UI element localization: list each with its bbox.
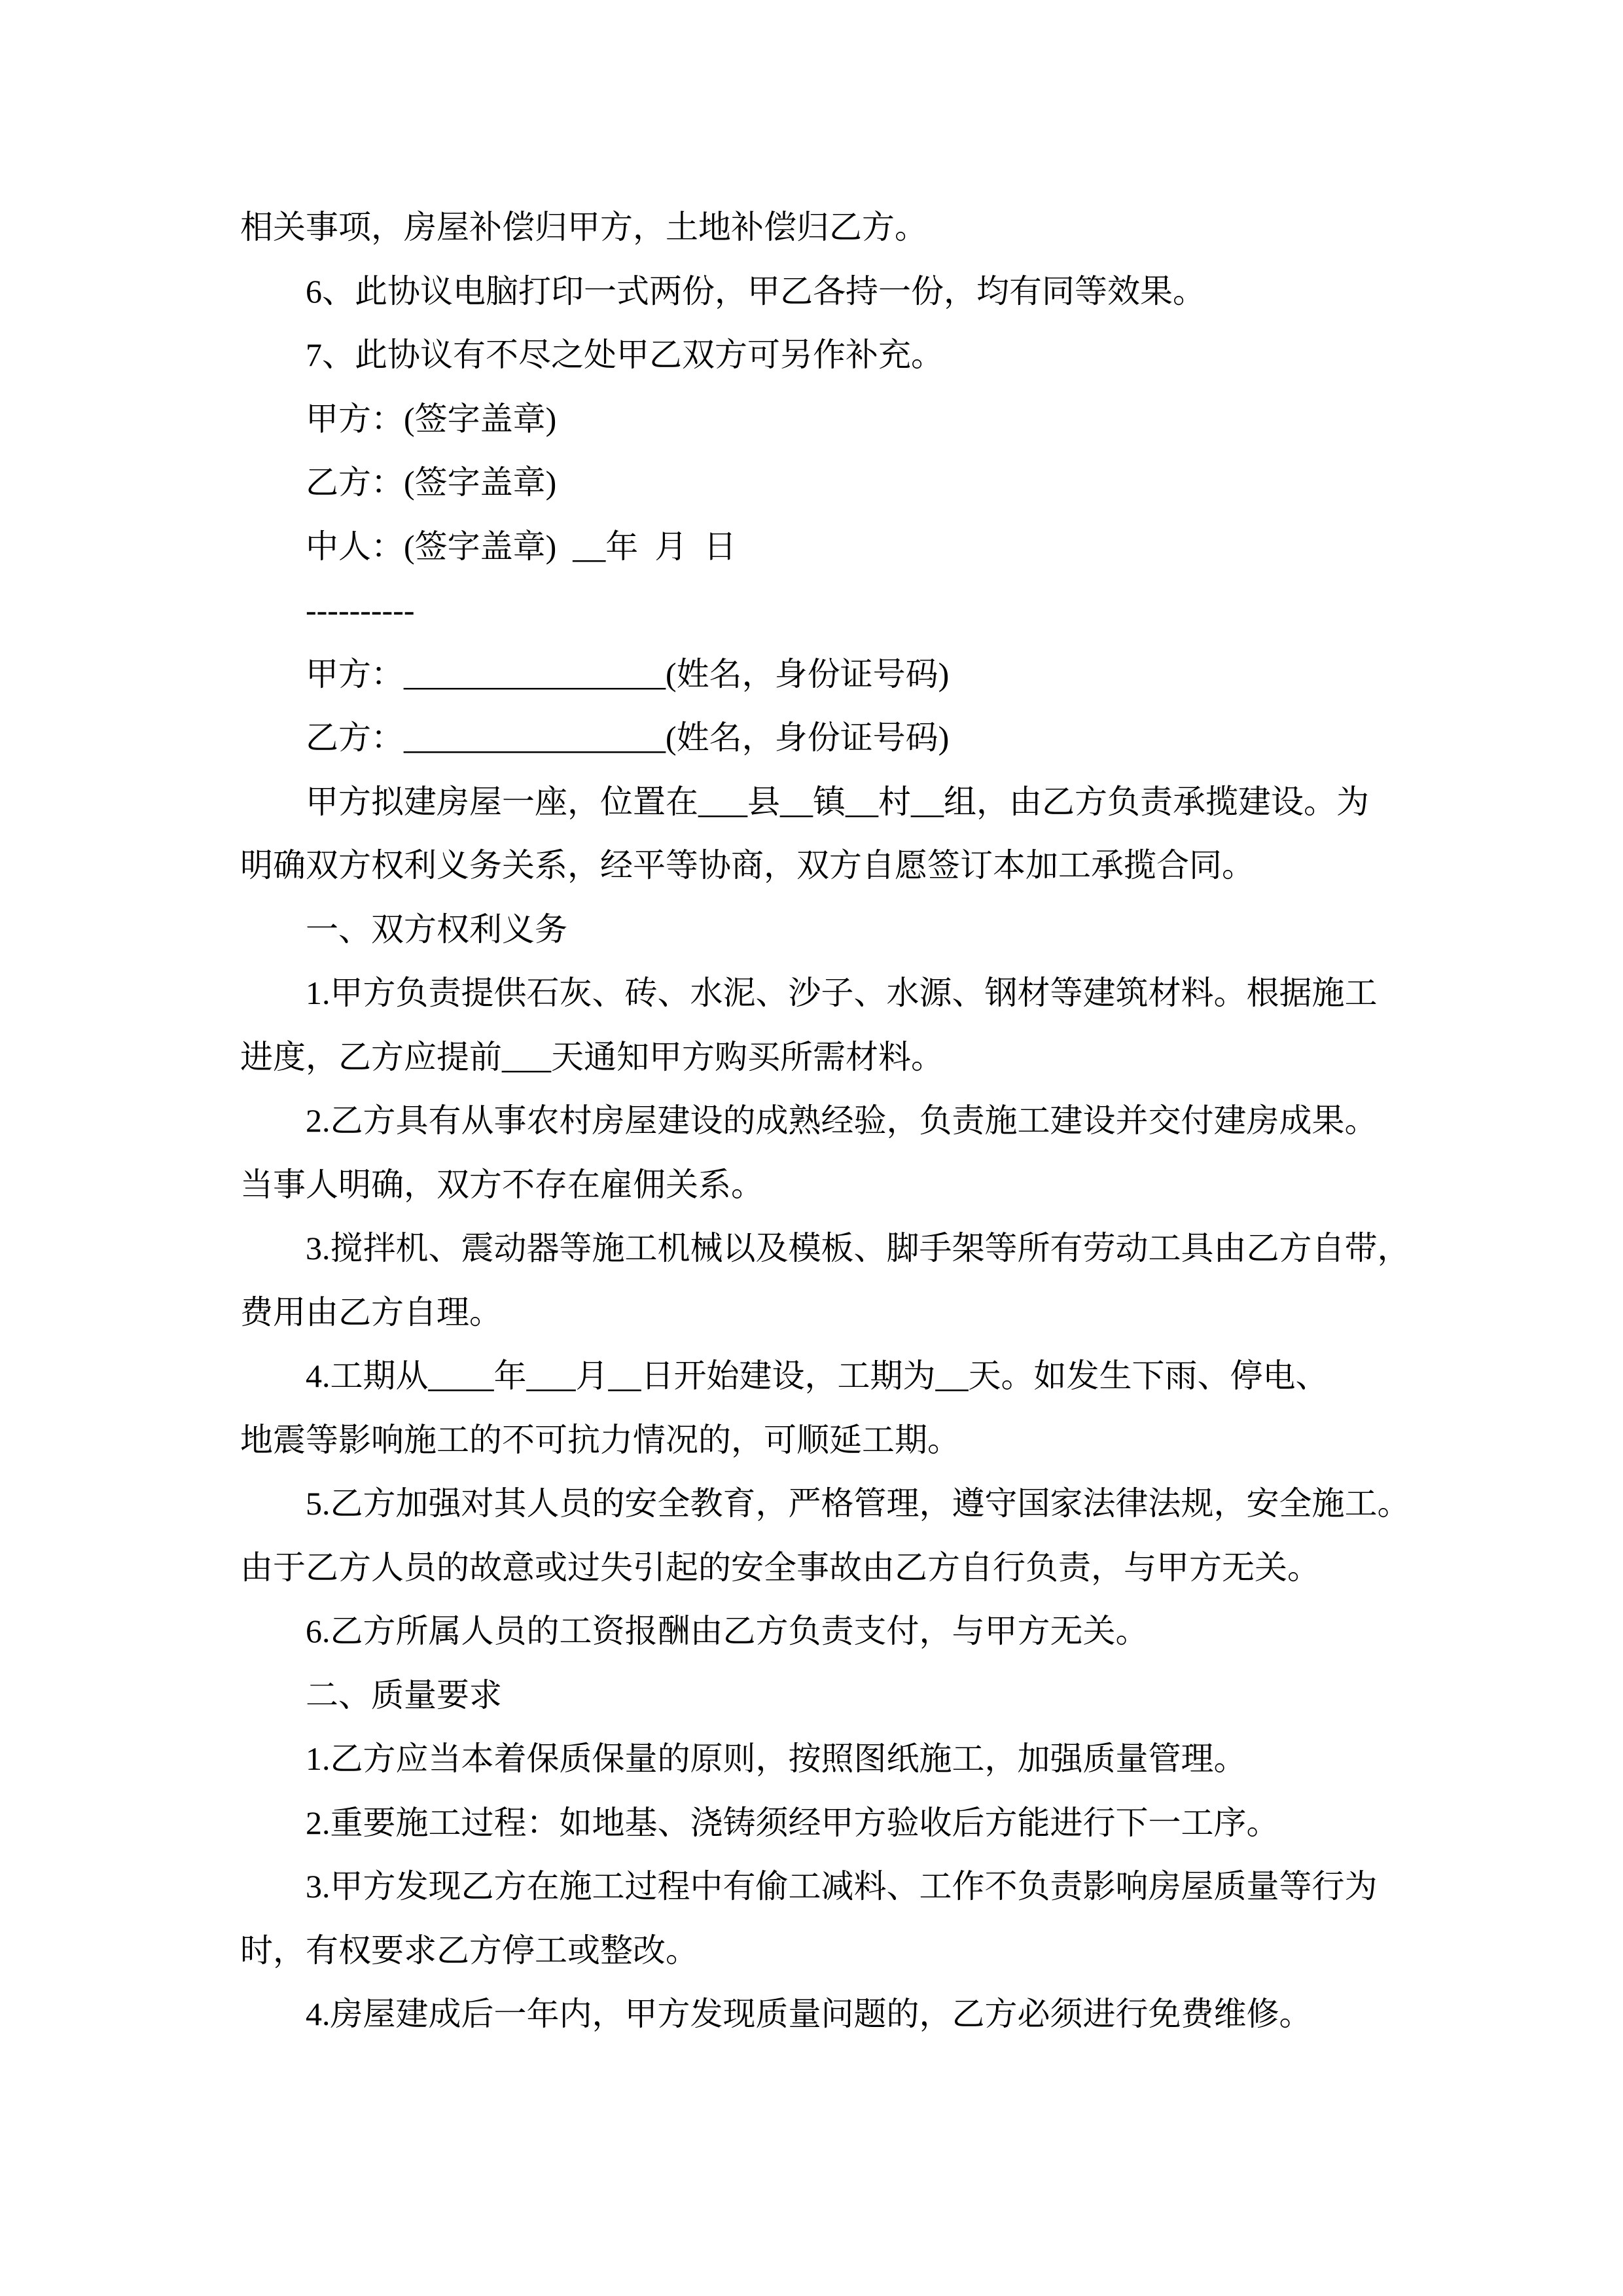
party-b-seal-line: 乙方：(签字盖章) — [306, 464, 557, 501]
party-b-name-id-line: 乙方：________________(姓名，身份证号码) — [306, 719, 950, 756]
party-a-seal-line: 甲方：(签字盖章) — [306, 400, 557, 437]
clause-1-3-line-1: 3.搅拌机、震动器等施工机械以及模板、脚手架等所有劳动工具由乙方自带， — [306, 1230, 1410, 1266]
clause-1-3-line-2: 费用由乙方自理。 — [240, 1293, 502, 1331]
section-2-heading: 二、质量要求 — [306, 1676, 502, 1713]
clause-1-5-line-1: 5.乙方加强对其人员的安全教育，严格管理，遵守国家法律法规，安全施工。 — [306, 1485, 1410, 1522]
clause-2-1-line: 1.乙方应当本着保质保量的原则，按照图纸施工，加强质量管理。 — [306, 1740, 1247, 1777]
clause-1-2-line-1: 2.乙方具有从事农村房屋建设的成熟经验，负责施工建设并交付建房成果。 — [306, 1102, 1378, 1139]
section-1-heading: 一、双方权利义务 — [306, 910, 567, 948]
preamble-line-1: 甲方拟建房屋一座，位置在___县__镇__村__组，由乙方负责承揽建设。为 — [306, 783, 1369, 820]
clause-continuation-line: 相关事项，房屋补偿归甲方，土地补偿归乙方。 — [240, 209, 927, 245]
clause-6-line: 6、此协议电脑打印一式两份，甲乙各持一份，均有同等效果。 — [306, 272, 1205, 310]
divider-dashes-line: ---------- — [306, 592, 415, 628]
clause-2-4-line: 4.房屋建成后一年内，甲方发现质量问题的，乙方必须进行免费维修。 — [306, 1996, 1312, 2032]
clause-1-4-line-1: 4.工期从____年___月__日开始建设，工期为__天。如发生下雨、停电、 — [306, 1357, 1329, 1394]
clause-1-2-line-2: 当事人明确，双方不存在雇佣关系。 — [240, 1166, 764, 1203]
clause-7-line: 7、此协议有不尽之处甲乙双方可另作补充。 — [306, 336, 944, 373]
clause-2-3-line-1: 3.甲方发现乙方在施工过程中有偷工减料、工作不负责影响房屋质量等行为 — [306, 1868, 1378, 1905]
party-a-name-id-line: 甲方：________________(姓名，身份证号码) — [306, 655, 950, 692]
clause-2-3-line-2: 时，有权要求乙方停工或整改。 — [240, 1931, 698, 1969]
clause-2-2-line: 2.重要施工过程：如地基、浇铸须经甲方验收后方能进行下一工序。 — [306, 1804, 1279, 1841]
clause-1-1-line-1: 1.甲方负责提供石灰、砖、水泥、沙子、水源、钢材等建筑材料。根据施工 — [306, 975, 1378, 1011]
middleman-seal-date-line: 中人：(签字盖章) __年 月 日 — [306, 528, 737, 565]
preamble-line-2: 明确双方权利义务关系，经平等协商，双方自愿签订本加工承揽合同。 — [240, 847, 1255, 884]
clause-1-4-line-2: 地震等影响施工的不可抗力情况的，可顺延工期。 — [240, 1421, 960, 1458]
contract-text-block — [240, 196, 1410, 2047]
clause-1-6-line: 6.乙方所属人员的工资报酬由乙方负责支付，与甲方无关。 — [306, 1613, 1149, 1649]
clause-1-1-line-2: 进度，乙方应提前___天通知甲方购买所需材料。 — [240, 1038, 944, 1075]
clause-1-5-line-2: 由于乙方人员的故意或过失引起的安全事故由乙方自行负责，与甲方无关。 — [240, 1549, 1320, 1586]
